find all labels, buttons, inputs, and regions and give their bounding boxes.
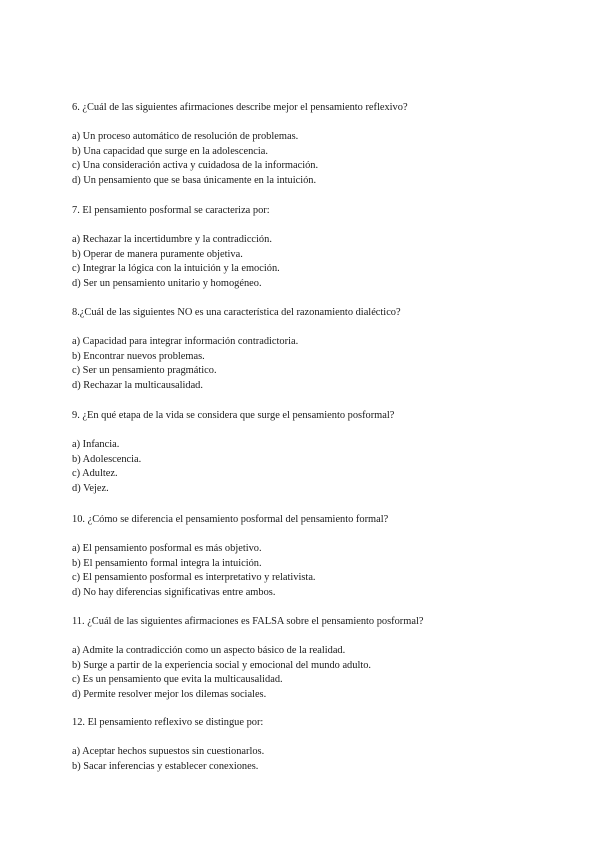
- option-list: [72, 644, 542, 702]
- option-d: d) Vejez.: [72, 482, 109, 494]
- option-a: a) Capacidad para integrar información contradictoria.: [72, 336, 299, 348]
- question-8: [72, 306, 542, 394]
- option-c: c) Integrar la lógica con la intuición y la emoción.: [72, 263, 280, 275]
- option-b: b) Operar de manera puramente objetiva.: [72, 248, 243, 260]
- question-text: 7. El pensamiento posformal se caracteriza por:: [72, 205, 270, 216]
- option-c: c) Ser un pensamiento pragmático.: [72, 365, 217, 377]
- option-a: a) Infancia.: [72, 439, 120, 451]
- option-a: a) Un proceso automático de resolución de problemas.: [72, 131, 299, 143]
- option-b: b) Surge a partir de la experiencia social y emocional del mundo adulto.: [72, 659, 372, 671]
- option-a: a) El pensamiento posformal es más objetivo.: [72, 543, 262, 555]
- option-d: d) No hay diferencias significativas entre ambos.: [72, 586, 276, 598]
- option-d: d) Un pensamiento que se basa únicamente en la intuición.: [72, 174, 317, 186]
- question-10: [72, 513, 542, 601]
- question-9: [72, 409, 542, 497]
- option-b: b) Una capacidad que surge en la adolescencia.: [72, 145, 268, 157]
- option-a: a) Rechazar la incertidumbre y la contradicción.: [72, 234, 272, 246]
- option-b: b) El pensamiento formal integra la intuición.: [72, 557, 262, 569]
- option-d: d) Permite resolver mejor los dilemas sociales.: [72, 688, 267, 700]
- question-6: [72, 101, 542, 189]
- question-text: 9. ¿En qué etapa de la vida se considera que surge el pensamiento posformal?: [72, 410, 395, 421]
- question-text: 12. El pensamiento reflexivo se distingue por:: [72, 717, 264, 728]
- option-list: [72, 542, 542, 600]
- option-d: d) Ser un pensamiento unitario y homogéneo.: [72, 277, 262, 289]
- question-text: 6. ¿Cuál de las siguientes afirmaciones describe mejor el pensamiento reflexivo?: [72, 102, 408, 113]
- option-list: [72, 745, 542, 774]
- option-a: a) Admite la contradicción como un aspecto básico de la realidad.: [72, 645, 346, 657]
- option-b: b) Encontrar nuevos problemas.: [72, 350, 205, 362]
- option-list: [72, 130, 542, 188]
- option-list: [72, 438, 542, 496]
- option-b: b) Adolescencia.: [72, 453, 142, 465]
- question-text: 10. ¿Cómo se diferencia el pensamiento posformal del pensamiento formal?: [72, 514, 389, 525]
- option-d: d) Rechazar la multicausalidad.: [72, 379, 203, 391]
- option-c: c) Adultez.: [72, 468, 118, 480]
- question-text: 11. ¿Cuál de las siguientes afirmaciones es FALSA sobre el pensamiento posformal?: [72, 616, 424, 627]
- option-list: [72, 335, 542, 393]
- option-list: [72, 233, 542, 291]
- option-b: b) Sacar inferencias y establecer conexiones.: [72, 760, 259, 772]
- question-text: 8.¿Cuál de las siguientes NO es una característica del razonamiento dialéctico?: [72, 307, 401, 318]
- question-12: [72, 716, 542, 774]
- question-7: [72, 204, 542, 292]
- question-11: [72, 615, 542, 703]
- option-c: c) Es un pensamiento que evita la multicausalidad.: [72, 674, 283, 686]
- option-c: c) Una consideración activa y cuidadosa de la información.: [72, 160, 319, 172]
- option-a: a) Aceptar hechos supuestos sin cuestionarlos.: [72, 746, 265, 758]
- option-c: c) El pensamiento posformal es interpretativo y relativista.: [72, 572, 316, 584]
